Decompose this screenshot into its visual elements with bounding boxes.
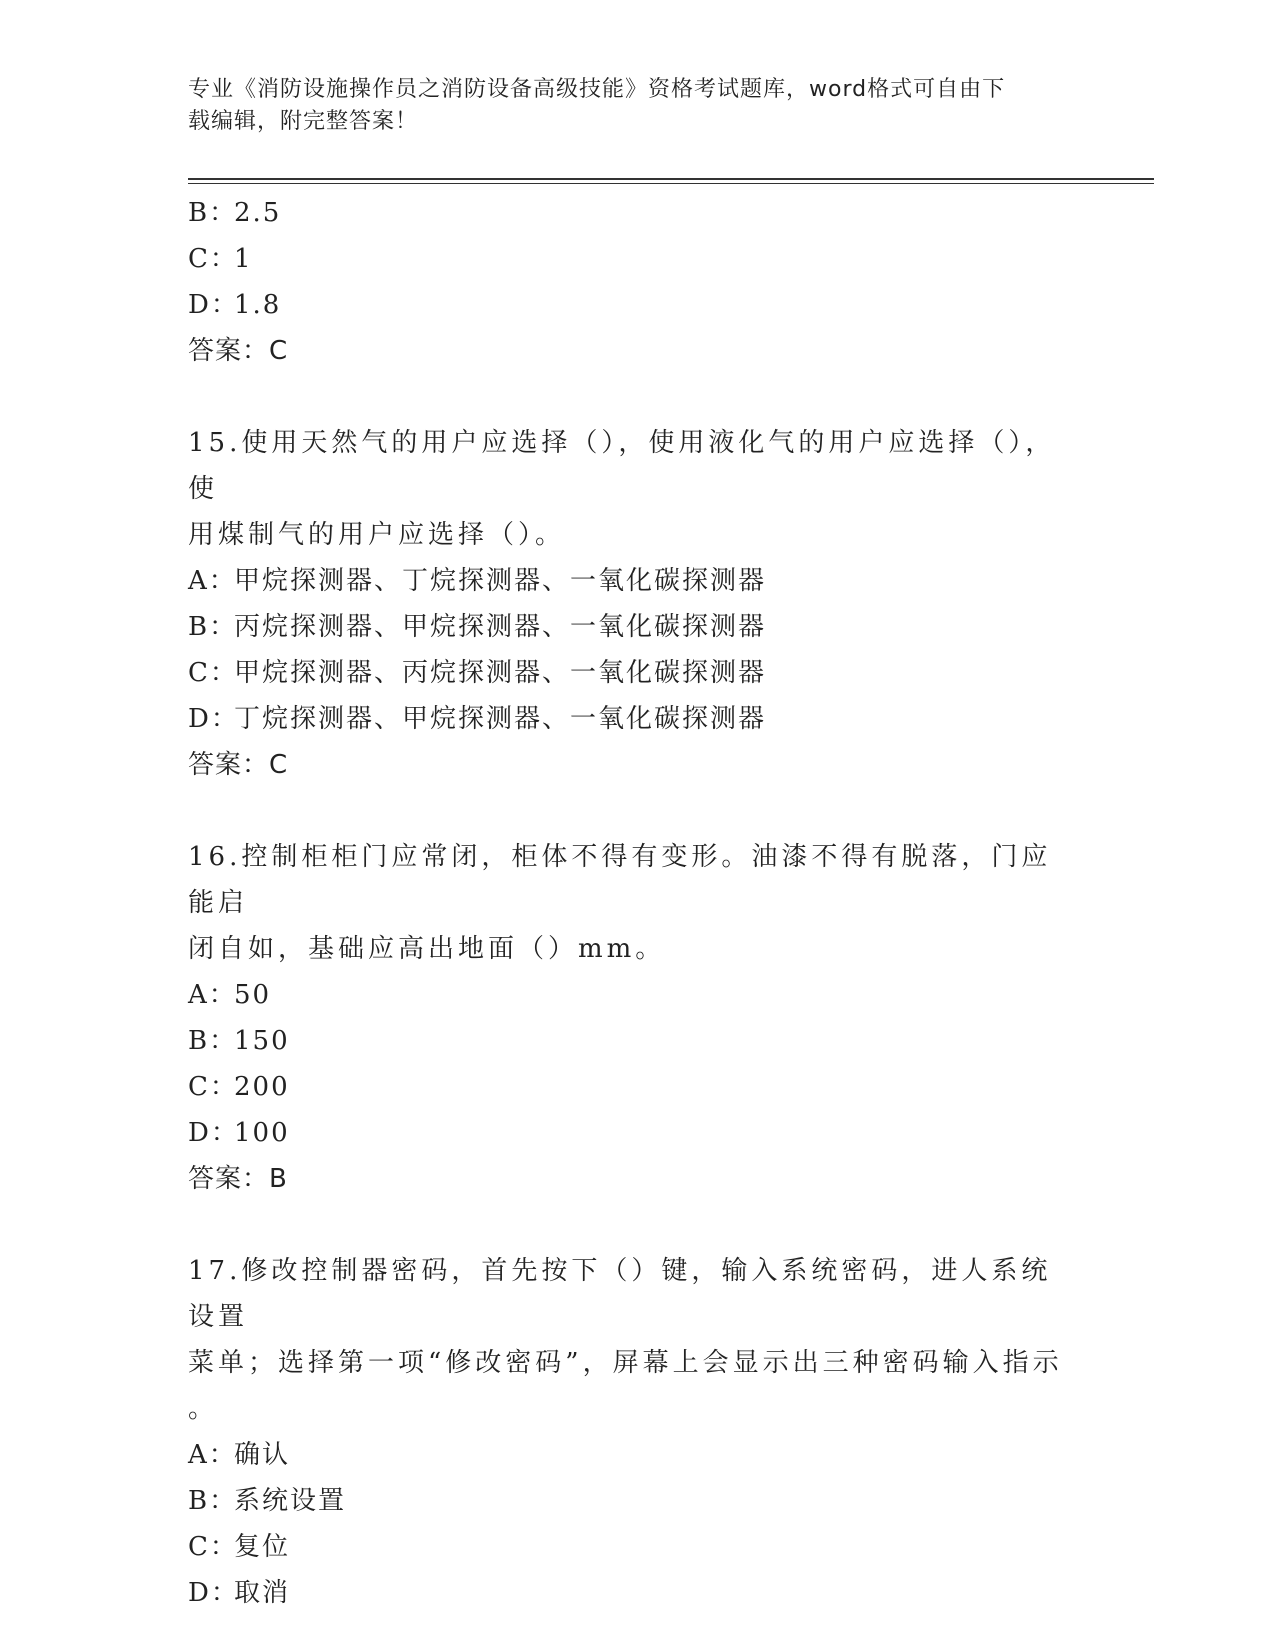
option-b — [188, 1478, 1088, 1524]
question-line: 用煤制气的用户应选择（）。 — [188, 520, 566, 550]
option-text: 复位 — [234, 1532, 291, 1562]
option-key: B： — [188, 1486, 238, 1516]
question-16-text — [188, 834, 1078, 972]
option-text: 200 — [234, 1072, 290, 1102]
option-key: A： — [188, 566, 237, 596]
option-c — [188, 236, 1088, 282]
option-d — [188, 1570, 1088, 1616]
question-line: 16.控制柜柜门应常闭，柜体不得有变形。油漆不得有脱落，门应能启 — [188, 842, 1052, 918]
option-text: 150 — [234, 1026, 290, 1056]
option-key: B： — [188, 1026, 238, 1056]
question-line: 菜单；选择第一项“修改密码”，屏幕上会显示出三种密码输入指示 — [188, 1348, 1063, 1378]
option-key: C： — [188, 1532, 238, 1562]
option-a — [188, 972, 1088, 1018]
option-text: 100 — [234, 1118, 290, 1148]
option-c — [188, 1524, 1088, 1570]
option-text: 确认 — [234, 1440, 291, 1470]
option-b — [188, 190, 1088, 236]
option-text: 1 — [234, 244, 253, 274]
question-16-block — [188, 834, 1088, 1202]
question-15-block — [188, 420, 1088, 788]
question-15-text — [188, 420, 1078, 558]
header-line-1: 专业《消防设施操作员之消防设备高级技能》资格考试题库，word格式可自由下 — [188, 77, 1006, 102]
option-key: C： — [188, 1072, 238, 1102]
option-text: 丙烷探测器、甲烷探测器、一氧化碳探测器 — [234, 612, 767, 642]
option-text: 取消 — [234, 1578, 291, 1608]
option-text: 甲烷探测器、丁烷探测器、一氧化碳探测器 — [234, 566, 767, 596]
question-content — [188, 190, 1088, 1616]
option-text: 丁烷探测器、甲烷探测器、一氧化碳探测器 — [234, 704, 767, 734]
option-d — [188, 282, 1088, 328]
option-text: 系统设置 — [234, 1486, 347, 1516]
answer-line: 答案：C — [188, 750, 289, 780]
option-key: C： — [188, 658, 238, 688]
option-key: B： — [188, 198, 238, 228]
question-17-text — [188, 1248, 1078, 1432]
option-b — [188, 604, 1088, 650]
option-key: D： — [188, 1578, 239, 1608]
option-key: A： — [188, 1440, 237, 1470]
option-key: B： — [188, 612, 238, 642]
header-rule-thin — [188, 183, 1154, 184]
option-c — [188, 650, 1088, 696]
option-key: C： — [188, 244, 238, 274]
question-line: 15.使用天然气的用户应选择（），使用液化气的用户应选择（），使 — [188, 428, 1056, 504]
question-line: 17.修改控制器密码，首先按下（）键，输入系统密码，进人系统设置 — [188, 1256, 1052, 1332]
option-key: D： — [188, 290, 239, 320]
option-d — [188, 696, 1088, 742]
option-a — [188, 558, 1088, 604]
document-header — [188, 74, 1088, 138]
question-line: 。 — [188, 1394, 219, 1424]
option-c — [188, 1064, 1088, 1110]
option-key: D： — [188, 1118, 239, 1148]
option-text: 2.5 — [234, 198, 282, 228]
question-17-block — [188, 1248, 1088, 1616]
option-key: D： — [188, 704, 239, 734]
option-a — [188, 1432, 1088, 1478]
answer-line: 答案：C — [188, 336, 289, 366]
option-d — [188, 1110, 1088, 1156]
option-text: 1.8 — [234, 290, 282, 320]
option-b — [188, 1018, 1088, 1064]
option-text: 甲烷探测器、丙烷探测器、一氧化碳探测器 — [234, 658, 767, 688]
prev-question-block — [188, 190, 1088, 374]
option-key: A： — [188, 980, 237, 1010]
header-rule-thick — [188, 178, 1154, 180]
header-line-2: 载编辑，附完整答案！ — [188, 109, 419, 134]
answer-line: 答案：B — [188, 1164, 288, 1194]
question-line: 闭自如，基础应高出地面（）mm。 — [188, 934, 666, 964]
option-text: 50 — [234, 980, 272, 1010]
